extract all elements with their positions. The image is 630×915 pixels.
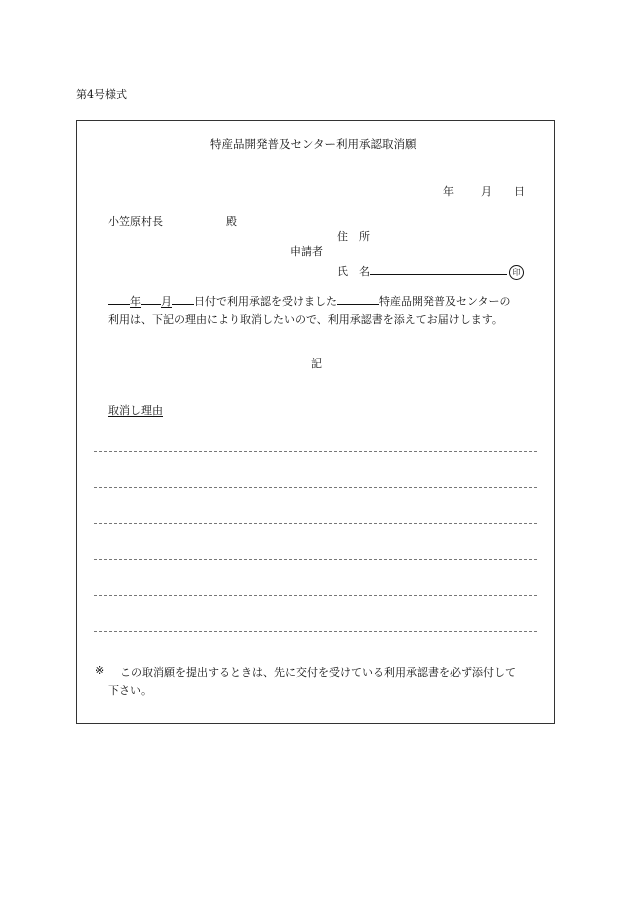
reason-line[interactable] xyxy=(94,559,537,560)
name-blank xyxy=(370,262,507,275)
addressee-name: 小笠原村長 xyxy=(108,215,163,228)
year-blank xyxy=(108,292,130,305)
date-day: 日 xyxy=(514,185,525,198)
day-blank xyxy=(172,292,194,305)
seal-mark-icon: 印 xyxy=(509,265,524,280)
reason-line[interactable] xyxy=(94,451,537,452)
addressee-honorific: 殿 xyxy=(226,215,237,228)
body-line1-tail: 特産品開発普及センターの xyxy=(379,295,511,308)
name-label: 氏 名 xyxy=(337,265,370,278)
reason-line[interactable] xyxy=(94,487,537,488)
body-year: 年 xyxy=(130,295,141,308)
form-frame xyxy=(76,120,555,724)
date-year: 年 xyxy=(443,185,454,198)
reason-line[interactable] xyxy=(94,631,537,632)
form-number: 第4号様式 xyxy=(76,88,127,101)
applicant-label: 申請者 xyxy=(290,245,323,258)
applicant-name-field[interactable] xyxy=(337,262,524,280)
reason-line[interactable] xyxy=(94,523,537,524)
body-dated: 日付で利用承認を受けました xyxy=(194,295,337,308)
address-label: 住 所 xyxy=(337,230,370,243)
note-line-1: この取消願を提出するときは、先に交付を受けている利用承認書を必ず添付して xyxy=(120,666,516,679)
body-line-1 xyxy=(108,292,511,309)
month-blank xyxy=(141,292,161,305)
body-line-2: 利用は、下記の理由により取消したいので、利用承認書を添えてお届けします。 xyxy=(108,313,503,326)
facility-blank xyxy=(337,292,379,305)
note-line-2: 下さい。 xyxy=(108,684,152,697)
reason-heading: 取消し理由 xyxy=(108,404,163,417)
note-mark: ※ xyxy=(95,664,105,677)
reason-line[interactable] xyxy=(94,595,537,596)
form-title: 特産品開発普及センター利用承認取消願 xyxy=(210,137,417,151)
ki-heading: 記 xyxy=(311,357,322,370)
date-month: 月 xyxy=(481,185,492,198)
body-month: 月 xyxy=(161,295,172,308)
